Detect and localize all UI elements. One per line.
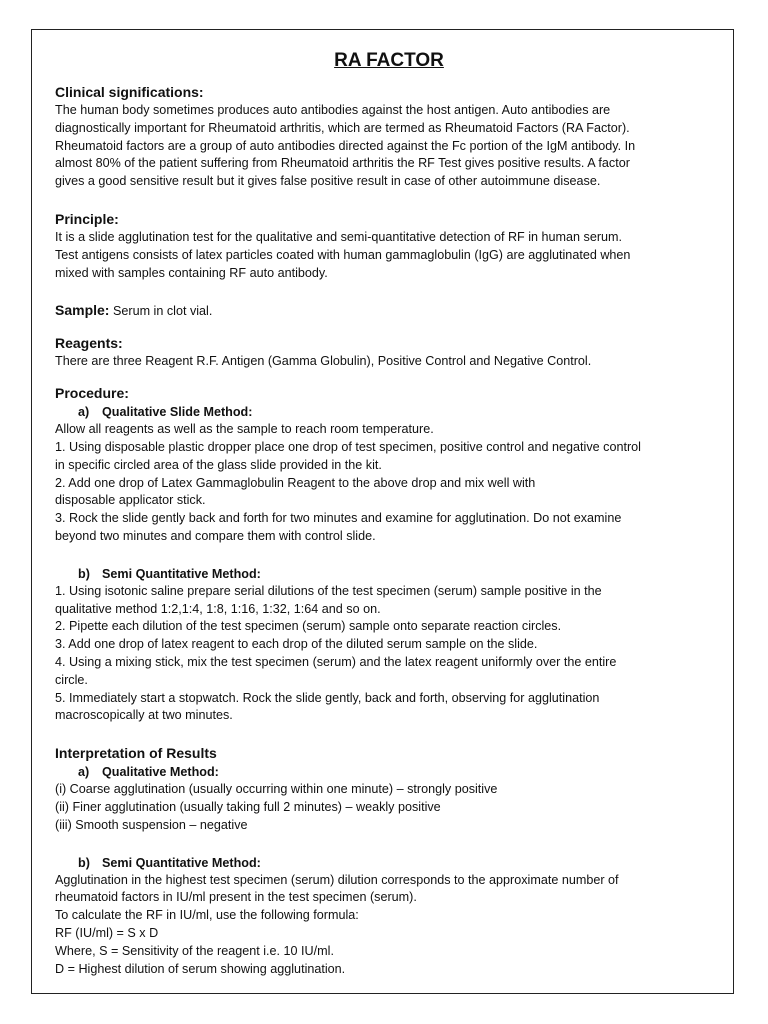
sample-heading: Sample: (55, 302, 110, 319)
text-line: (i) Coarse agglutination (usually occurring within one minute) – strongly positive (55, 782, 498, 797)
text-line: almost 80% of the patient suffering from Rheumatoid arthritis the RF Test gives positive results. A factor (55, 156, 630, 171)
text-line: Test antigens consists of latex particles coated with human gammaglobulin (IgG) are agglutinated when (55, 247, 631, 262)
text-line: macroscopically at two minutes. (55, 708, 233, 723)
text-line: qualitative method 1:2,1:4, 1:8, 1:16, 1:32, 1:64 and so on. (55, 601, 381, 616)
text-line: 1. Using disposable plastic dropper place one drop of test specimen, positive control and negative control (55, 439, 641, 454)
text-line: gives a good sensitive result but it gives false positive result in case of other autoimmune disease. (55, 174, 601, 189)
text-line: 3. Add one drop of latex reagent to each drop of the diluted serum sample on the slide. (55, 637, 538, 652)
text-line: (iii) Smooth suspension – negative (55, 817, 248, 832)
text-line: 5. Immediately start a stopwatch. Rock the slide gently, back and forth, observing for agglutination (55, 690, 600, 705)
text-line: beyond two minutes and compare them with control slide. (55, 528, 376, 543)
text-line: It is a slide agglutination test for the qualitative and semi-quantitative detection of RF in human serum. (55, 229, 623, 244)
interpretation-heading: Interpretation of Results (55, 745, 217, 762)
text-line: Where, S = Sensitivity of the reagent i.e. 10 IU/ml. (55, 943, 334, 958)
text-line: circle. (55, 672, 88, 687)
section-sample (55, 301, 723, 321)
section-interpretation (55, 744, 723, 978)
text-line: Allow all reagents as well as the sample to reach room temperature. (55, 422, 434, 437)
reagents-text: There are three Reagent R.F. Antigen (Gamma Globulin), Positive Control and Negative Control. (55, 354, 592, 369)
text-line: 4. Using a mixing stick, mix the test specimen (serum) and the latex reagent uniformly over the entire (55, 654, 617, 669)
formula-line: RF (IU/ml) = S x D (55, 925, 159, 940)
text-line: Rheumatoid factors are a group of auto antibodies directed against the Fc portion of the IgM antibody. In (55, 138, 636, 153)
interpretation-semi-title: b) Semi Quantitative Method: (78, 855, 261, 870)
section-principle (55, 210, 723, 282)
procedure-qualitative-title: a) Qualitative Slide Method: (78, 405, 253, 420)
text-line: 2. Pipette each dilution of the test specimen (serum) sample onto separate reaction circles. (55, 619, 562, 634)
section-reagents (55, 334, 723, 371)
procedure-heading: Procedure: (55, 385, 129, 402)
clinical-heading: Clinical significations: (55, 84, 204, 100)
text-line: diagnostically important for Rheumatoid arthritis, which are termed as Rheumatoid Factors (RA Factor). (55, 120, 630, 135)
reagents-heading: Reagents: (55, 335, 123, 352)
document-body (55, 48, 723, 978)
principle-heading: Principle: (55, 210, 119, 227)
page-title: RA FACTOR (334, 50, 444, 71)
text-line: rheumatoid factors in IU/ml present in the test specimen (serum). (55, 890, 417, 905)
interpretation-qualitative-title: a) Qualitative Method: (78, 765, 219, 780)
text-line: 1. Using isotonic saline prepare serial dilutions of the test specimen (serum) sample positive in the (55, 583, 602, 598)
text-line: 2. Add one drop of Latex Gammaglobulin Reagent to the above drop and mix well with (55, 475, 536, 490)
text-line: disposable applicator stick. (55, 493, 206, 508)
text-line: To calculate the RF in IU/ml, use the following formula: (55, 908, 359, 923)
text-line: (ii) Finer agglutination (usually taking full 2 minutes) – weakly positive (55, 799, 441, 814)
text-line: 3. Rock the slide gently back and forth for two minutes and examine for agglutination. Do not examine (55, 511, 622, 526)
procedure-semi-title: b) Semi Quantitative Method: (78, 566, 261, 581)
text-line: in specific circled area of the glass slide provided in the kit. (55, 457, 382, 472)
text-line: D = Highest dilution of serum showing agglutination. (55, 961, 346, 976)
text-line: mixed with samples containing RF auto antibody. (55, 265, 328, 280)
sample-text: Serum in clot vial. (112, 304, 213, 319)
section-clinical (55, 83, 723, 191)
text-line: The human body sometimes produces auto antibodies against the host antigen. Auto antibodies are (55, 103, 611, 117)
text-line: Agglutination in the highest test specimen (serum) dilution corresponds to the approximate number of (55, 872, 619, 887)
section-procedure (55, 384, 723, 725)
